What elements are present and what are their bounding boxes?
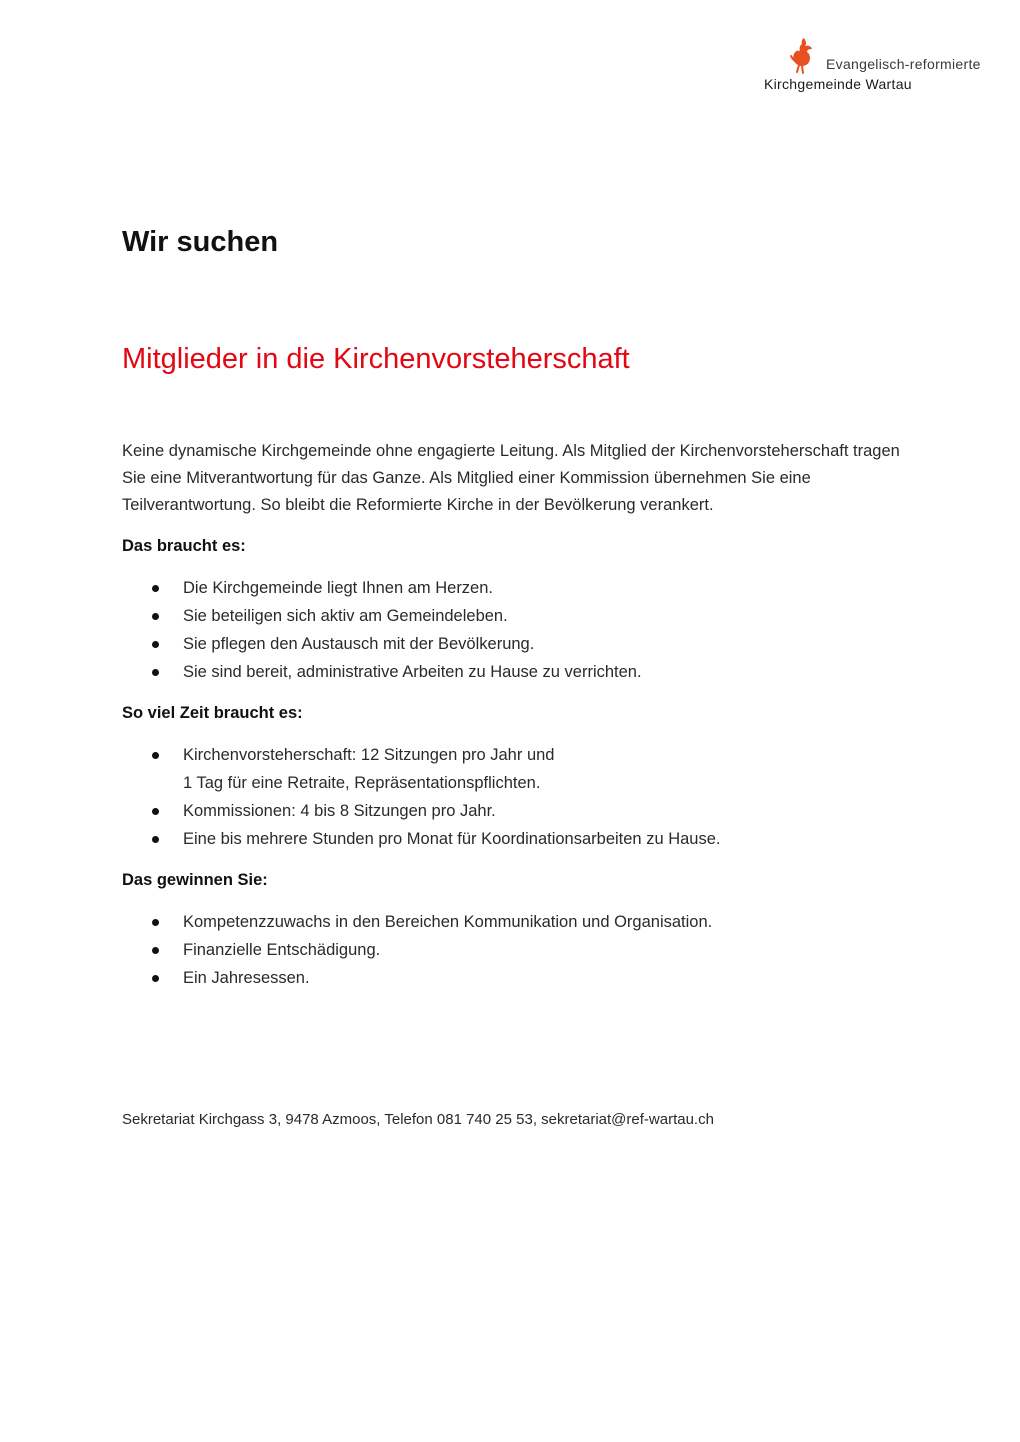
- logo-text-line2: Kirchgemeinde Wartau: [764, 76, 912, 92]
- time-list: [122, 741, 912, 853]
- list-item: Kirchenvorsteherschaft: 12 Sitzungen pro Jahr und 1 Tag für eine Retraite, Repräsentationspflichten.: [122, 741, 912, 797]
- requirements-list: [122, 574, 912, 686]
- section-title-requirements: Das braucht es:: [122, 537, 246, 555]
- bullet-icon: [152, 919, 159, 926]
- bullet-icon: [152, 585, 159, 592]
- bullet-icon: [152, 836, 159, 843]
- section-title-time: So viel Zeit braucht es:: [122, 704, 303, 722]
- bullet-icon: [152, 613, 159, 620]
- bullet-icon: [152, 947, 159, 954]
- footer-contact: Sekretariat Kirchgass 3, 9478 Azmoos, Telefon 081 740 25 53, sekretariat@ref-wartau.ch: [122, 1111, 714, 1128]
- benefits-list: [122, 908, 912, 992]
- list-item: Ein Jahresessen.: [122, 964, 912, 992]
- bullet-icon: [152, 975, 159, 982]
- list-item: Sie pflegen den Austausch mit der Bevölkerung.: [122, 630, 912, 658]
- list-item: Kompetenzzuwachs in den Bereichen Kommunikation und Organisation.: [122, 908, 912, 936]
- intro-paragraph: Keine dynamische Kirchgemeinde ohne engagierte Leitung. Als Mitglied der Kirchenvorsteherschaft tragen Sie eine Mitverantwortung für das Ganze. Als Mitglied einer Kommission übernehmen Sie eine Teilverantwortung. So bleibt die Reformierte Kirche in der Bevölkerung verankert.: [122, 442, 900, 514]
- list-item: Eine bis mehrere Stunden pro Monat für Koordinationsarbeiten zu Hause.: [122, 825, 912, 853]
- bullet-icon: [152, 641, 159, 648]
- page-subheading: Mitglieder in die Kirchenvorsteherschaft: [122, 343, 630, 375]
- bullet-icon: [152, 669, 159, 676]
- logo-text-line1: Evangelisch-reformierte: [826, 56, 981, 72]
- page-heading: Wir suchen: [122, 226, 279, 258]
- list-item: Finanzielle Entschädigung.: [122, 936, 912, 964]
- list-item: Die Kirchgemeinde liegt Ihnen am Herzen.: [122, 574, 912, 602]
- list-item: Sie beteiligen sich aktiv am Gemeindeleben.: [122, 602, 912, 630]
- list-item: Kommissionen: 4 bis 8 Sitzungen pro Jahr.: [122, 797, 912, 825]
- section-title-benefits: Das gewinnen Sie:: [122, 871, 268, 889]
- church-logo: [762, 36, 1002, 96]
- bullet-icon: [152, 808, 159, 815]
- list-item: Sie sind bereit, administrative Arbeiten zu Hause zu verrichten.: [122, 658, 912, 686]
- rooster-icon: [788, 36, 818, 78]
- bullet-icon: [152, 752, 159, 759]
- document-body: [122, 438, 912, 1006]
- list-item-continuation: 1 Tag für eine Retraite, Repräsentationspflichten.: [183, 774, 541, 792]
